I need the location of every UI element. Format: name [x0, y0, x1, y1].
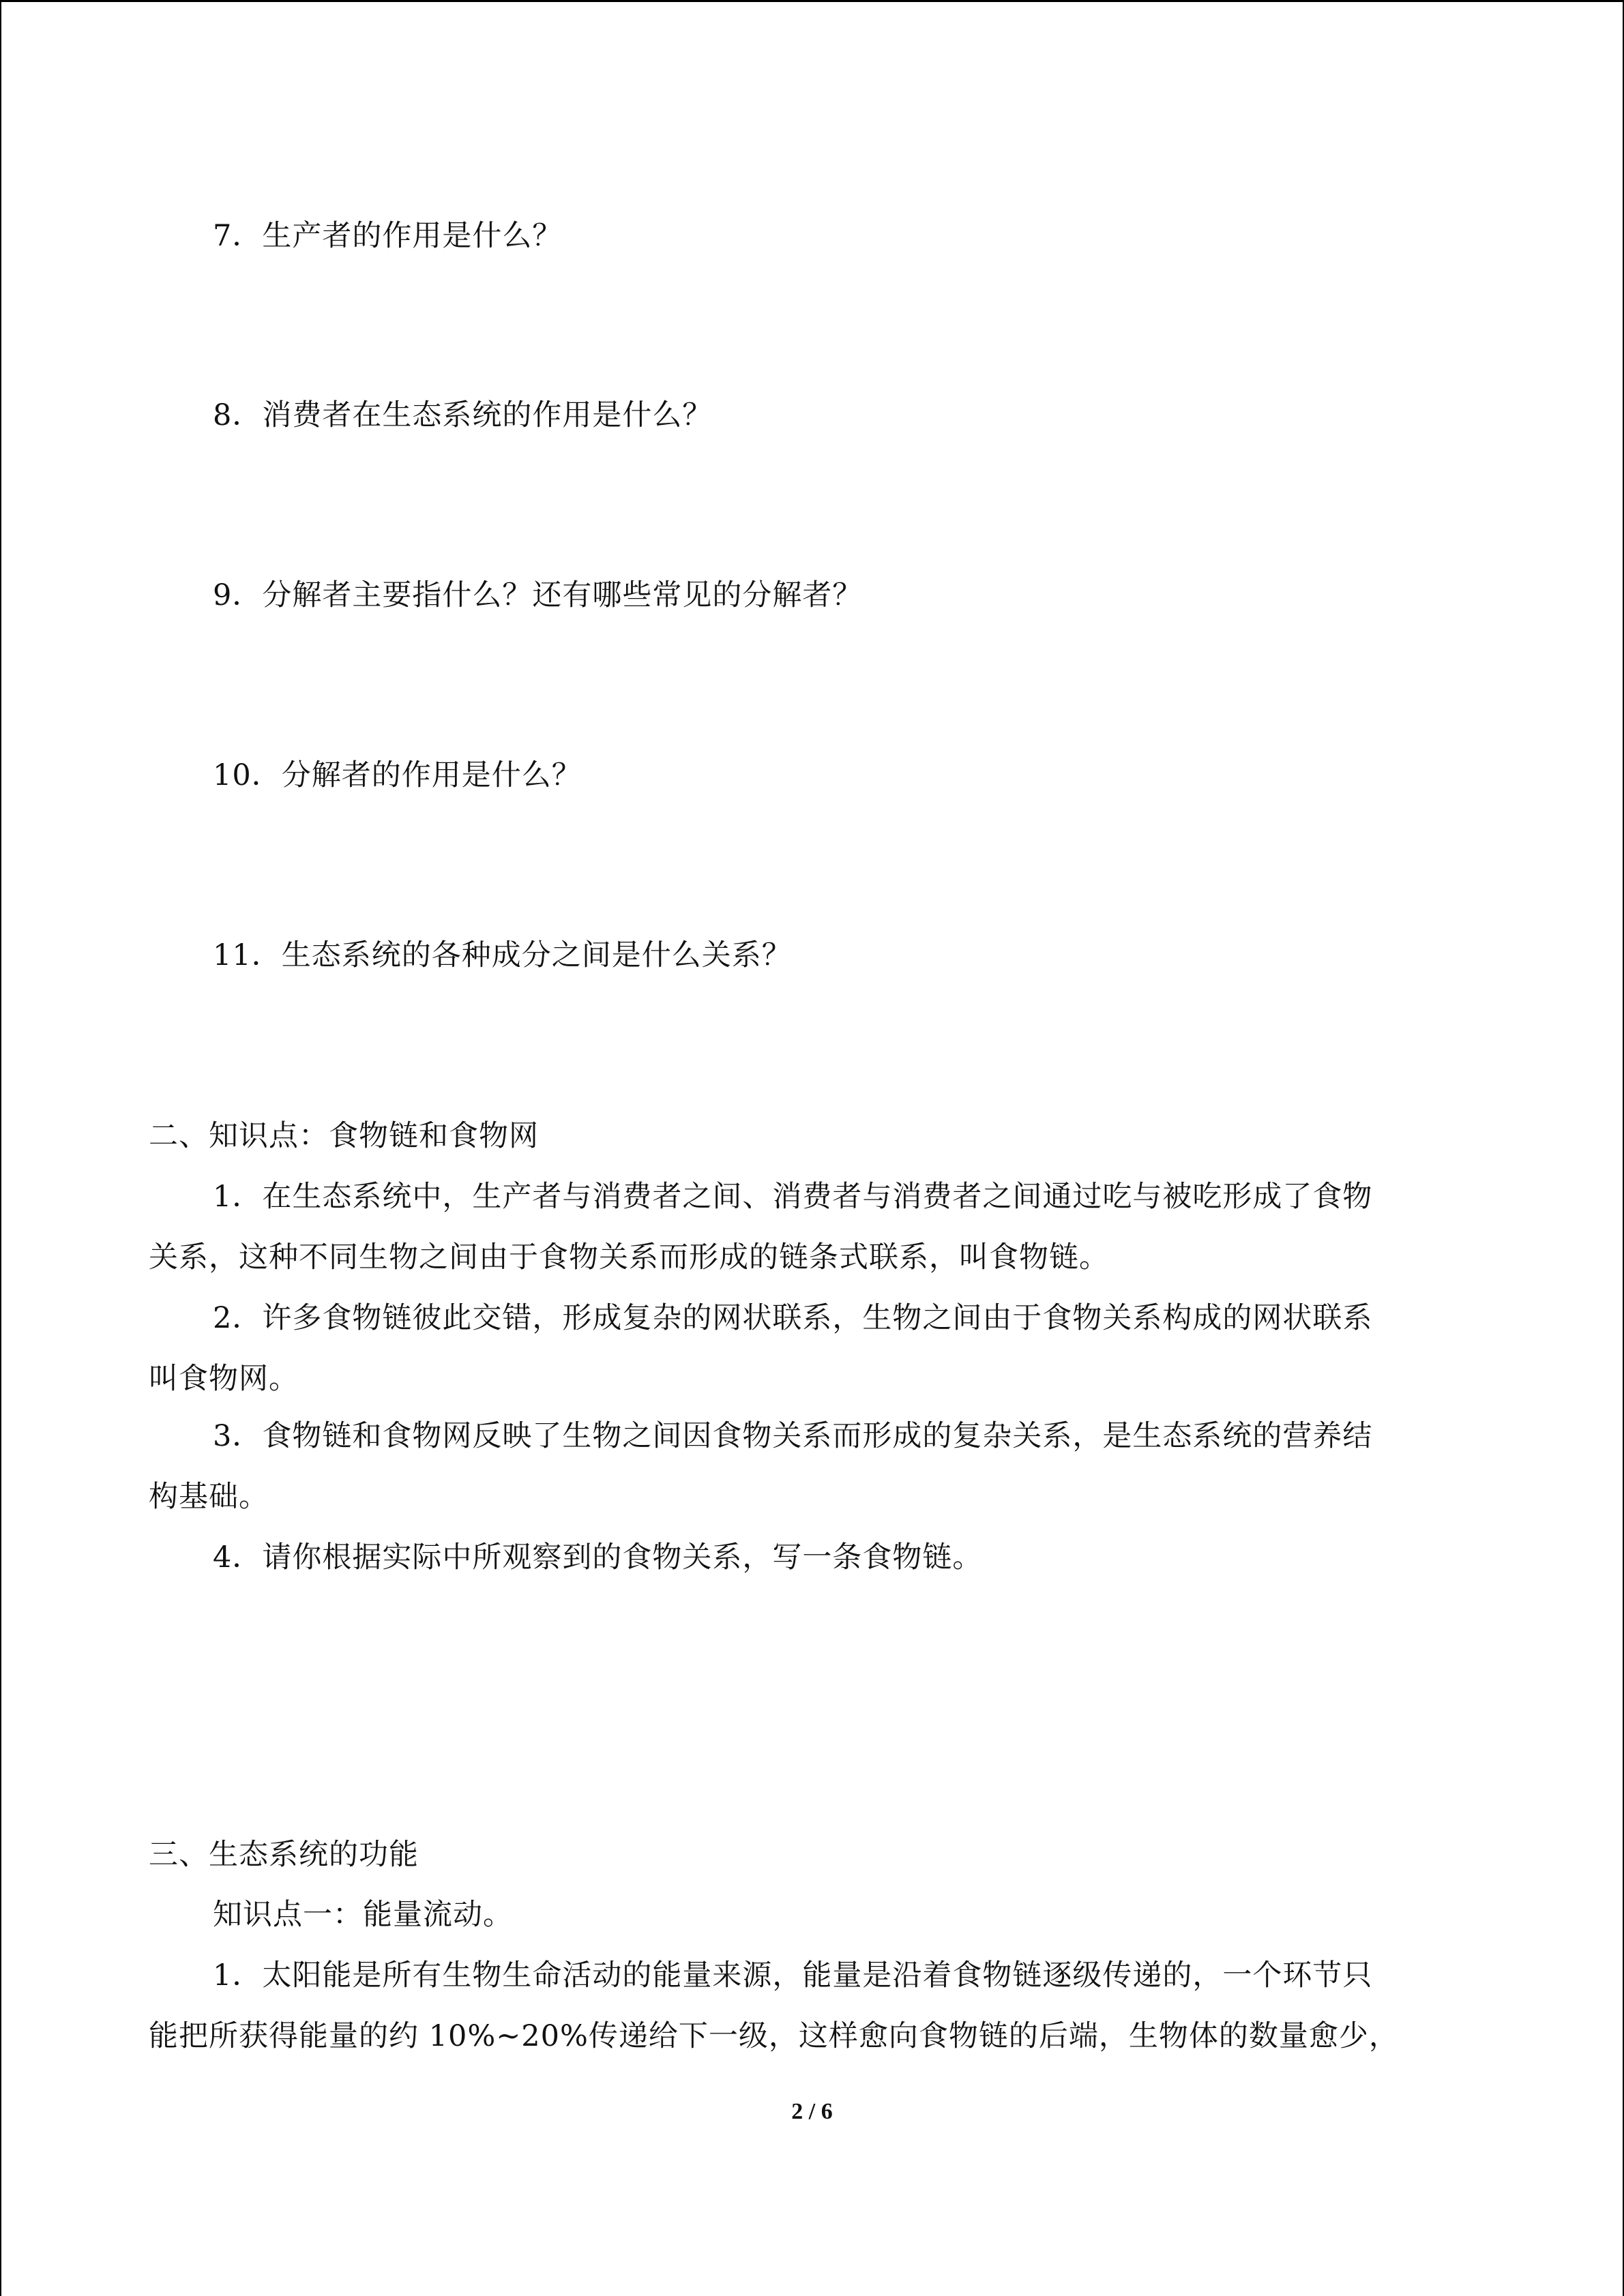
question-7: 7．生产者的作用是什么？ [213, 219, 563, 253]
section-2-heading: 二、知识点：食物链和食物网 [149, 1119, 539, 1153]
section-2-paragraph-4-line-1: 4．请你根据实际中所观察到的食物关系，写一条食物链。 [213, 1540, 983, 1575]
section-3-heading: 三、生态系统的功能 [149, 1838, 419, 1872]
section-2-paragraph-2-line-2: 叫食物网。 [149, 1362, 299, 1396]
section-2-paragraph-3-line-1: 3．食物链和食物网反映了生物之间因食物关系而形成的复杂关系，是生态系统的营养结 [213, 1419, 1373, 1453]
section-2-paragraph-1-line-2: 关系，这种不同生物之间由于食物关系而形成的链条式联系，叫食物链。 [149, 1240, 1109, 1274]
section-2-paragraph-1-line-1: 1．在生态系统中，生产者与消费者之间、消费者与消费者之间通过吃与被吃形成了食物 [213, 1180, 1373, 1214]
section-2-paragraph-3-line-2: 构基础。 [149, 1480, 269, 1514]
question-8: 8．消费者在生态系统的作用是什么？ [213, 398, 713, 432]
page-number: 2 / 6 [791, 2099, 833, 2124]
section-3-paragraph-1-line-2: 能把所获得能量的约 10%~20%传递给下一级，这样愈向食物链的后端，生物体的数量愈少， [149, 2019, 1399, 2053]
section-3-subheading: 知识点一：能量流动。 [213, 1898, 513, 1932]
question-10: 10．分解者的作用是什么？ [213, 758, 582, 792]
section-2-paragraph-2-line-1: 2．许多食物链彼此交错，形成复杂的网状联系，生物之间由于食物关系构成的网状联系 [213, 1301, 1373, 1335]
section-3-paragraph-1-line-1: 1．太阳能是所有生物生命活动的能量来源，能量是沿着食物链逐级传递的，一个环节只 [213, 1958, 1373, 1993]
question-9: 9．分解者主要指什么？还有哪些常见的分解者？ [213, 578, 863, 612]
question-11: 11．生态系统的各种成分之间是什么关系？ [213, 938, 792, 972]
